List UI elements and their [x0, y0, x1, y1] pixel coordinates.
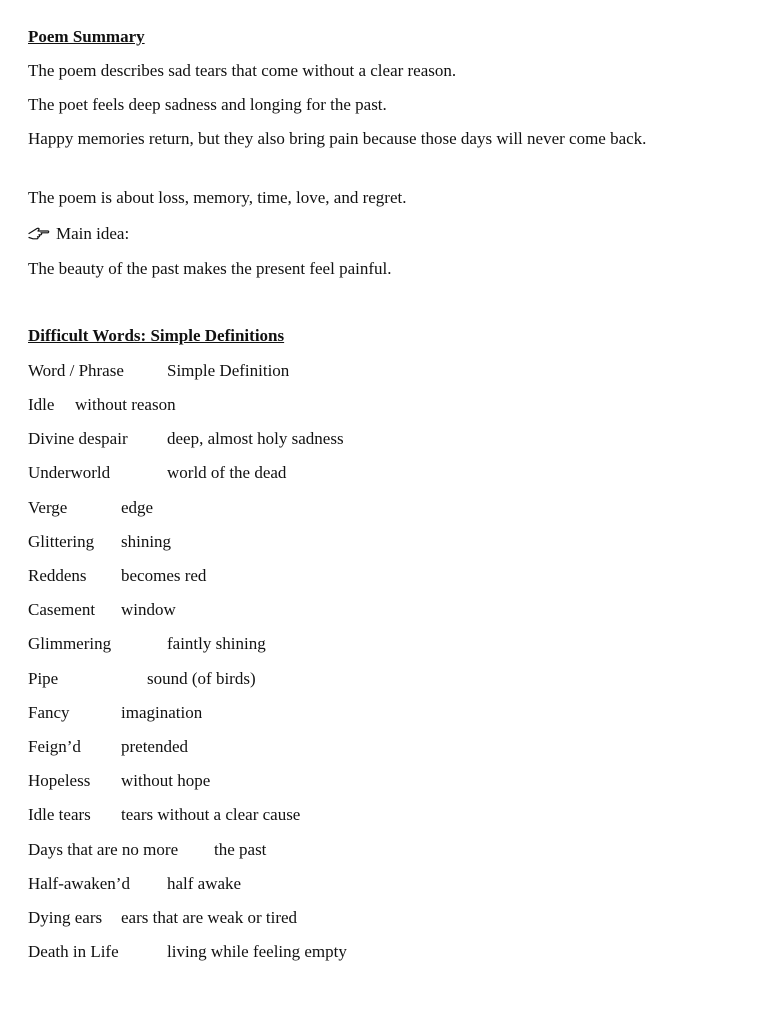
definition-meaning: half awake — [167, 873, 242, 893]
definition-word: Pipe — [28, 668, 59, 688]
definition-meaning: world of the dead — [167, 463, 287, 483]
definition-word: Reddens — [28, 566, 87, 585]
definition-meaning: sound (of birds) — [147, 668, 256, 688]
definition-word: Hopeless — [28, 771, 91, 791]
summary-paragraph-1: The poem describes sad tears that come without a clear reason. — [28, 61, 457, 80]
definition-word: Casement — [28, 600, 96, 620]
definition-meaning: window — [121, 600, 176, 620]
definition-word: Dying ears — [28, 908, 103, 927]
definition-word: Idle — [28, 395, 55, 414]
definition-meaning: becomes red — [121, 566, 207, 585]
definition-word: Days that are no more — [28, 839, 179, 859]
definition-word: Verge — [28, 497, 68, 517]
definition-word: Idle tears — [28, 805, 91, 825]
definition-row — [28, 805, 301, 825]
definition-row — [28, 839, 267, 860]
definition-row — [28, 566, 207, 586]
summary-paragraph-3: Happy memories return, but they also bring pain because those days will never come back. — [28, 129, 647, 148]
definition-row — [28, 737, 189, 757]
definition-row — [28, 429, 344, 449]
header-definition: Simple Definition — [167, 361, 290, 380]
definition-word: Feign’d — [28, 737, 81, 756]
definition-row — [28, 702, 203, 723]
definition-row — [28, 771, 211, 791]
definition-meaning: living while feeling empty — [167, 942, 347, 962]
definition-row — [28, 908, 298, 928]
main-idea-label: Main idea: — [56, 224, 130, 243]
definition-row — [28, 600, 176, 620]
summary-paragraph-2: The poet feels deep sadness and longing for the past. — [28, 95, 387, 114]
definition-word: Glimmering — [28, 634, 112, 654]
definition-row — [28, 668, 256, 689]
definition-meaning: ears that are weak or tired — [121, 908, 298, 927]
definitions-heading: Difficult Words: Simple Definitions — [28, 326, 285, 345]
definition-meaning: the past — [214, 839, 267, 859]
definition-meaning: imagination — [121, 702, 203, 722]
definition-meaning: without reason — [75, 395, 176, 414]
summary-paragraph-4: The poem is about loss, memory, time, love, and regret. — [28, 188, 407, 207]
definition-word: Underworld — [28, 463, 111, 483]
main-idea-line — [28, 224, 129, 244]
definitions-header-row — [28, 361, 290, 381]
definition-word: Fancy — [28, 702, 70, 722]
definition-row — [28, 634, 266, 654]
definition-meaning: faintly shining — [167, 634, 266, 654]
definition-row — [28, 531, 172, 552]
definition-meaning: deep, almost holy sadness — [167, 429, 344, 449]
main-idea-text: The beauty of the past makes the present feel painful. — [28, 259, 392, 278]
definition-row — [28, 942, 347, 962]
summary-heading: Poem Summary — [28, 27, 145, 46]
definition-meaning: without hope — [121, 771, 211, 791]
definition-word: Half-awaken’d — [28, 873, 130, 893]
definition-row — [28, 395, 176, 415]
definition-row — [28, 873, 242, 894]
definition-row — [28, 463, 287, 483]
definition-word: Death in Life — [28, 942, 119, 962]
definition-word: Divine despair — [28, 429, 128, 449]
pointing-hand-icon — [28, 225, 50, 241]
definition-meaning: pretended — [121, 737, 189, 756]
definition-meaning: shining — [121, 531, 172, 551]
header-word: Word / Phrase — [28, 361, 124, 380]
definition-meaning: tears without a clear cause — [121, 805, 301, 825]
definition-row — [28, 497, 154, 518]
definition-word: Glittering — [28, 531, 95, 551]
definition-meaning: edge — [121, 497, 154, 517]
